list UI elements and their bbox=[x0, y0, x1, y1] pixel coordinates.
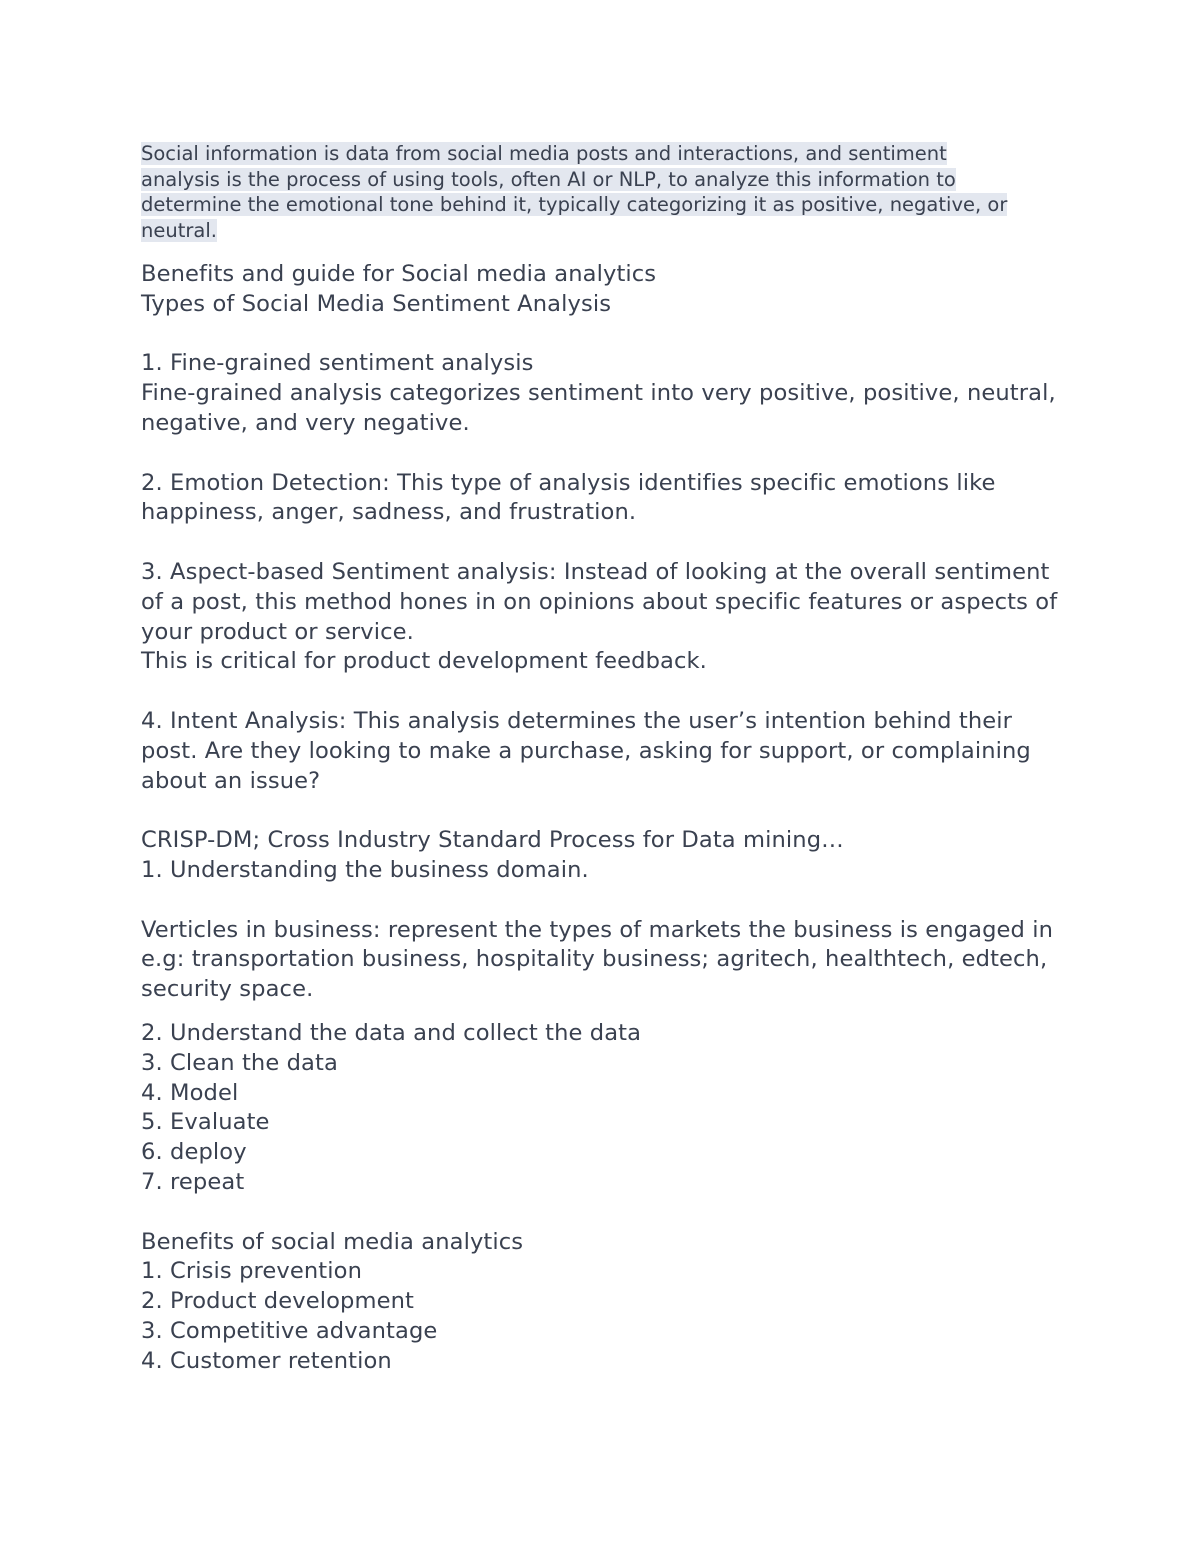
type-2-text: 2. Emotion Detection: This type of analysis identifies specific emotions like bbox=[141, 469, 996, 496]
crisp-title: CRISP-DM; Cross Industry Standard Process for Data mining… bbox=[141, 827, 844, 854]
crisp-step: 1. Understanding the business domain. bbox=[141, 856, 589, 883]
benefit-item: 1. Crisis prevention bbox=[141, 1258, 362, 1285]
type-3-text: your product or service. bbox=[141, 618, 414, 645]
verticles-text: security space. bbox=[141, 976, 314, 1003]
intro-line: analysis is the process of using tools, often AI or NLP, to analyze this information to bbox=[141, 167, 956, 191]
benefit-item: 3. Competitive advantage bbox=[141, 1317, 438, 1344]
crisp-step: 7. repeat bbox=[141, 1168, 245, 1195]
benefit-item: 4. Customer retention bbox=[141, 1347, 392, 1374]
type-1-text: Fine-grained analysis categorizes sentiment into very positive, positive, neutral, bbox=[141, 380, 1056, 407]
type-4-text: 4. Intent Analysis: This analysis determines the user’s intention behind their bbox=[141, 707, 1013, 734]
crisp-step: 6. deploy bbox=[141, 1139, 247, 1166]
benefit-item: 2. Product development bbox=[141, 1288, 414, 1315]
type-1-text: negative, and very negative. bbox=[141, 409, 470, 436]
spacer bbox=[141, 1005, 1071, 1019]
spacer bbox=[141, 439, 1071, 469]
crisp-step: 3. Clean the data bbox=[141, 1049, 338, 1076]
benefits-title: Benefits of social media analytics bbox=[141, 1228, 524, 1255]
type-3-text: 3. Aspect-based Sentiment analysis: Instead of looking at the overall sentiment bbox=[141, 558, 1050, 585]
spacer bbox=[141, 796, 1071, 826]
spacer bbox=[141, 320, 1071, 350]
spacer bbox=[141, 677, 1071, 707]
spacer bbox=[141, 1198, 1071, 1228]
verticles-text: e.g: transportation business, hospitality business; agritech, healthtech, edtech, bbox=[141, 946, 1048, 973]
spacer bbox=[141, 886, 1071, 916]
type-3-text: of a post, this method hones in on opinions about specific features or aspects of bbox=[141, 588, 1058, 615]
type-2-text: happiness, anger, sadness, and frustration. bbox=[141, 499, 637, 526]
intro-line: neutral. bbox=[141, 219, 217, 243]
type-4-text: about an issue? bbox=[141, 767, 321, 794]
type-3-text: This is critical for product development feedback. bbox=[141, 648, 707, 675]
type-4-text: post. Are they looking to make a purchase, asking for support, or complaining bbox=[141, 737, 1031, 764]
heading-benefits-guide: Benefits and guide for Social media analytics bbox=[141, 261, 657, 287]
spacer bbox=[141, 528, 1071, 558]
type-1-title: 1. Fine-grained sentiment analysis bbox=[141, 350, 534, 377]
crisp-step: 4. Model bbox=[141, 1079, 239, 1106]
intro-paragraph bbox=[141, 141, 1071, 244]
document-body bbox=[141, 260, 1071, 1376]
heading-types: Types of Social Media Sentiment Analysis bbox=[141, 290, 612, 317]
crisp-step: 2. Understand the data and collect the data bbox=[141, 1019, 642, 1046]
crisp-step: 5. Evaluate bbox=[141, 1109, 270, 1136]
intro-line: Social information is data from social media posts and interactions, and sentiment bbox=[141, 142, 947, 165]
intro-line: determine the emotional tone behind it, typically categorizing it as positive, negative, or bbox=[141, 193, 1008, 217]
verticles-text: Verticles in business: represent the types of markets the business is engaged in bbox=[141, 916, 1054, 943]
